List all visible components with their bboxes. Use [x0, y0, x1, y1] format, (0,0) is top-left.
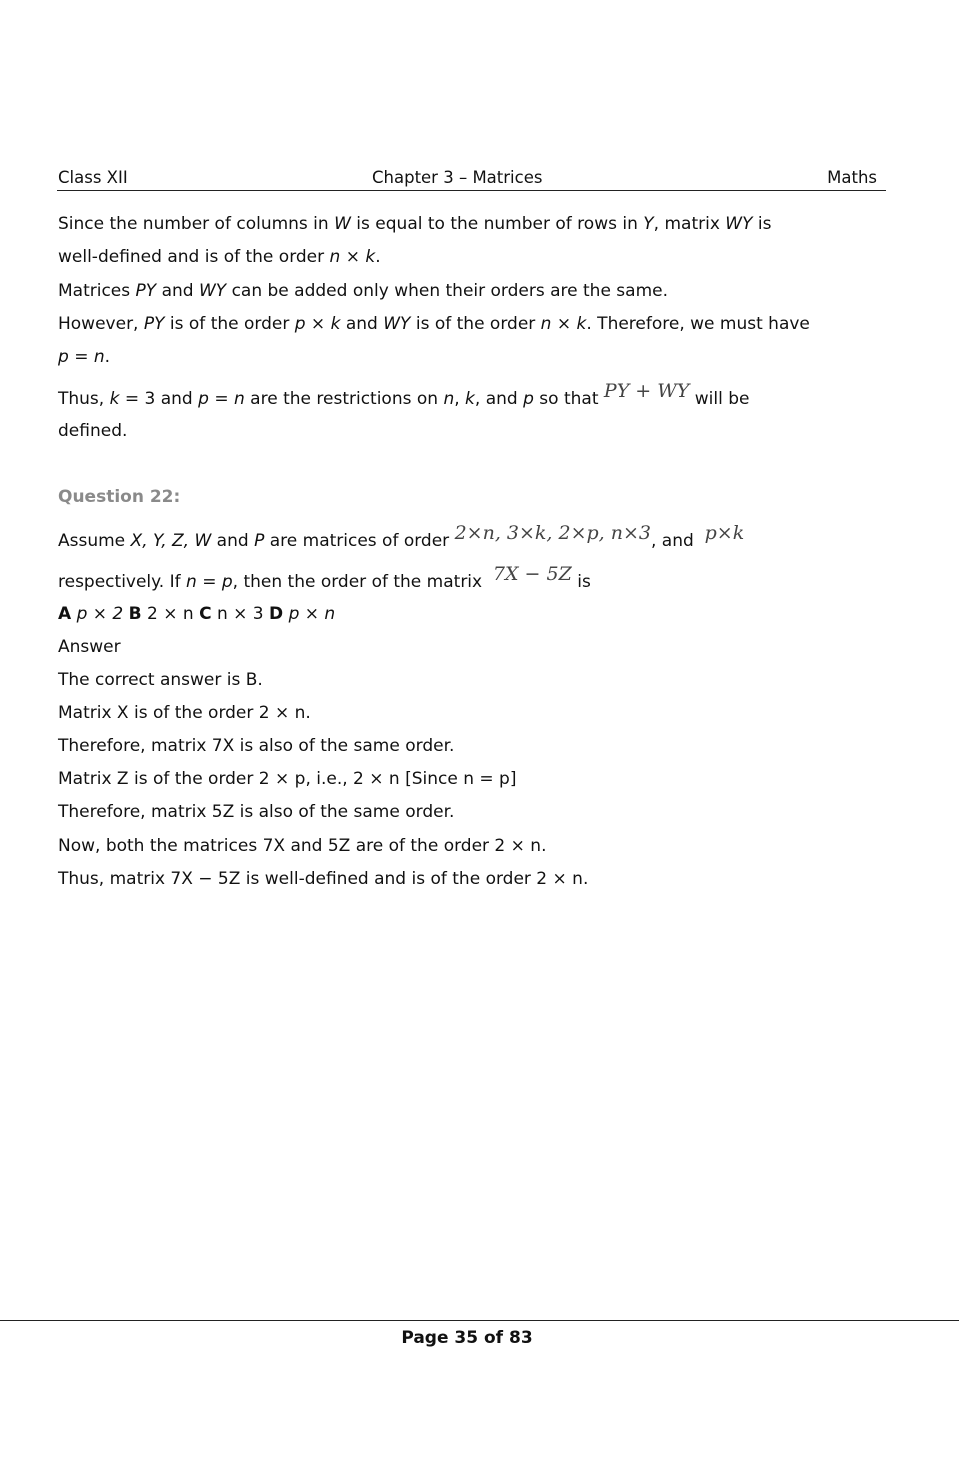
option-d-text: p × n: [288, 604, 336, 624]
answer-heading: Answer: [58, 637, 121, 657]
footer-divider: [0, 1320, 959, 1321]
options-line: [58, 604, 335, 624]
text-line: However, PY is of the order p × k and WY is of the order n × k. Therefore, we must have: [58, 314, 810, 334]
answer-line: Therefore, matrix 5Z is also of the same order.: [58, 802, 455, 822]
answer-line: The correct answer is B.: [58, 670, 263, 690]
answer-line: Thus, matrix 7X − 5Z is well-defined and is of the order 2 × n.: [58, 869, 589, 889]
text-line: Since the number of columns in W is equal to the number of rows in Y, matrix WY is: [58, 214, 772, 234]
formula-order-p-k: p×k: [704, 522, 745, 544]
answer-line: Therefore, matrix 7X is also of the same order.: [58, 736, 455, 756]
question-title: Question 22:: [58, 487, 181, 507]
text-line: p = n.: [58, 347, 111, 367]
page-header: [57, 166, 886, 191]
header-class: Class XII: [58, 168, 128, 187]
option-c-label: C: [199, 604, 212, 624]
text-line: defined.: [58, 421, 128, 441]
question-text: respectively. If n = p, then the order of the matrix 7X − 5Z is: [58, 563, 591, 592]
option-b-label: B: [128, 604, 142, 624]
page-number: Page 35 of 83: [401, 1328, 533, 1348]
formula-py-plus-wy: PY + WY: [603, 380, 690, 402]
option-d-label: D: [269, 604, 284, 624]
answer-line: Now, both the matrices 7X and 5Z are of the order 2 × n.: [58, 836, 547, 856]
answer-line: Matrix X is of the order 2 × n.: [58, 703, 311, 723]
header-subject: Maths: [827, 168, 877, 187]
formula-7x-5z: 7X − 5Z: [492, 563, 572, 585]
option-a-text: p × 2: [76, 604, 124, 624]
option-a-label: A: [58, 604, 72, 624]
option-b-text: 2 × n: [147, 604, 194, 624]
header-chapter: Chapter 3 – Matrices: [372, 168, 543, 187]
answer-line: Matrix Z is of the order 2 × p, i.e., 2 × n [Since n = p]: [58, 769, 517, 789]
text-line: well-defined and is of the order n × k.: [58, 247, 381, 267]
option-c-text: n × 3: [216, 604, 264, 624]
text-line: Thus, k = 3 and p = n are the restrictions on n, k, and p so that PY + WY will be: [58, 380, 750, 409]
question-text: Assume X, Y, Z, W and P are matrices of order 2×n, 3×k, 2×p, n×3, and p×k: [58, 522, 745, 551]
formula-orders: 2×n, 3×k, 2×p, n×3: [454, 522, 651, 544]
text-line: Matrices PY and WY can be added only when their orders are the same.: [58, 281, 669, 301]
